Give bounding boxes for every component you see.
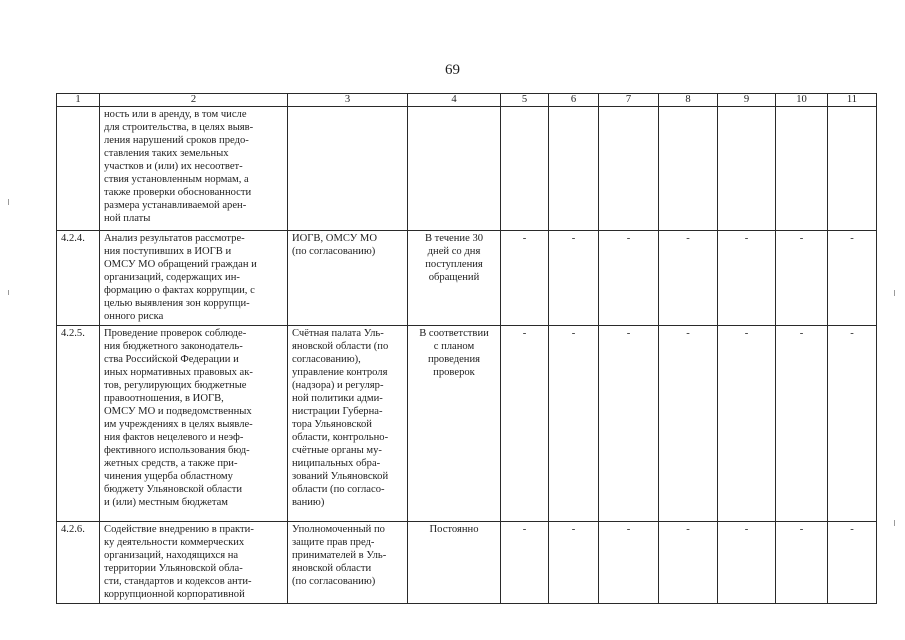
empty-cell [549, 107, 599, 231]
value-cell: - [828, 326, 877, 522]
page-number: 69 [445, 62, 460, 78]
description-cell-line: им учреждениях в целях выявле- [104, 419, 253, 430]
empty-cell [288, 107, 408, 231]
executor-cell [288, 326, 408, 522]
description-cell-line: территории Ульяновской обла- [104, 563, 243, 574]
description-cell-line: ния фактов нецелевого и неэф- [104, 432, 244, 443]
header-cell-9: 9 [718, 94, 776, 107]
value-cell: - [776, 231, 828, 326]
description-cell-line: ной платы [104, 213, 151, 224]
value-cell: - [501, 326, 549, 522]
value-cell: - [599, 326, 659, 522]
value-cell: - [659, 326, 718, 522]
header-cell-7: 7 [599, 94, 659, 107]
term-cell-line: проверок [433, 367, 475, 378]
empty-cell [718, 107, 776, 231]
executor-cell-line: яновской области (по [292, 341, 389, 352]
description-cell-line: для строительства, в целях выяв- [104, 122, 254, 133]
executor-cell-line: ИОГВ, ОМСУ МО [292, 233, 378, 244]
description-cell-line: бюджету Ульяновской области [104, 484, 243, 495]
description-cell-line: ность или в аренду, в том числе [104, 109, 247, 120]
value-cell: - [828, 231, 877, 326]
value-cell: - [776, 522, 828, 604]
header-row [57, 94, 877, 107]
description-cell [100, 107, 288, 231]
description-cell-line: ствия установленным нормам, а [104, 174, 249, 185]
scan-artifact [894, 520, 895, 526]
value-cell: - [599, 231, 659, 326]
executor-cell-line: (по согласованию) [292, 246, 376, 257]
executor-cell-line: (надзора) и регуляр- [292, 380, 384, 391]
value-cell: - [549, 522, 599, 604]
empty-cell [659, 107, 718, 231]
executor-cell-line: ванию) [292, 497, 325, 508]
table-row [57, 231, 877, 326]
description-cell-line: ку деятельности коммерческих [104, 537, 245, 548]
description-cell-line: Содействие внедрению в практи- [104, 524, 254, 535]
executor-cell-line: тора Ульяновской [292, 419, 372, 430]
term-cell [408, 522, 501, 604]
value-cell: - [718, 522, 776, 604]
term-cell [408, 326, 501, 522]
description-cell-line: жетных средств, а также при- [104, 458, 238, 469]
executor-cell-line: согласованию), [292, 354, 361, 365]
description-cell-line: участков и (или) их несоответ- [104, 161, 243, 172]
executor-cell [288, 231, 408, 326]
term-cell-line: обращений [428, 272, 480, 283]
term-cell [408, 231, 501, 326]
header-cell-4: 4 [408, 94, 501, 107]
description-cell-line: ОМСУ МО обращений граждан и [104, 259, 257, 270]
value-cell: - [549, 231, 599, 326]
description-cell-line: ОМСУ МО и подведомственных [104, 406, 252, 417]
term-cell-line: Постоянно [429, 524, 479, 535]
description-cell [100, 326, 288, 522]
executor-cell-line: области, контрольно- [292, 432, 389, 443]
scan-artifact [8, 290, 9, 295]
value-cell: - [828, 522, 877, 604]
value-cell: - [718, 231, 776, 326]
header-cell-6: 6 [549, 94, 599, 107]
executor-cell-line: Счётная палата Уль- [292, 328, 384, 339]
scan-artifact [8, 199, 9, 205]
description-cell-line: размера устанавливаемой арен- [104, 200, 247, 211]
value-cell: - [776, 326, 828, 522]
description-cell-line: ства Российской Федерации и [104, 354, 239, 365]
description-cell-line: ния поступивших в ИОГВ и [104, 246, 232, 257]
table-row [57, 522, 877, 604]
description-cell-line: Проведение проверок соблюде- [104, 328, 247, 339]
empty-cell [828, 107, 877, 231]
measures-table [56, 93, 877, 604]
executor-cell [288, 522, 408, 604]
executor-cell-line: ной политики адми- [292, 393, 383, 404]
executor-cell-line: защите прав пред- [292, 537, 375, 548]
description-cell-line: тов, регулирующих бюджетные [104, 380, 247, 391]
description-cell-line: организаций, находящихся на [104, 550, 239, 561]
row-number-cell: 4.2.5. [57, 326, 100, 522]
executor-cell-line: управление контроля [292, 367, 388, 378]
header-cell-8: 8 [659, 94, 718, 107]
executor-cell-line: нистрации Губерна- [292, 406, 383, 417]
executor-cell-line: (по согласованию) [292, 576, 376, 587]
description-cell [100, 231, 288, 326]
term-cell-line: дней со дня [427, 246, 481, 257]
description-cell-line: ния бюджетного законодатель- [104, 341, 243, 352]
value-cell: - [549, 326, 599, 522]
term-cell-line: с планом [433, 341, 475, 352]
term-cell-line: проведения [427, 354, 481, 365]
description-cell-line: коррупционной корпоративной [104, 589, 245, 600]
description-cell-line: Анализ результатов рассмотре- [104, 233, 245, 244]
description-cell [100, 522, 288, 604]
description-cell-line: правоотношения, в ИОГВ, [104, 393, 224, 404]
description-cell-line: организаций, содержащих ин- [104, 272, 240, 283]
value-cell: - [501, 522, 549, 604]
description-cell-line: сти, стандартов и кодексов анти- [104, 576, 252, 587]
empty-cell [599, 107, 659, 231]
description-cell-line: ставления таких земельных [104, 148, 229, 159]
executor-cell-line: счётные органы му- [292, 445, 382, 456]
description-cell-line: иных нормативных правовых ак- [104, 367, 253, 378]
description-cell-line: и (или) местным бюджетам [104, 497, 228, 508]
header-cell-5: 5 [501, 94, 549, 107]
description-cell-line: ления нарушений сроков предо- [104, 135, 249, 146]
header-cell-10: 10 [776, 94, 828, 107]
value-cell: - [659, 522, 718, 604]
term-cell-line: В течение 30 [424, 233, 484, 244]
header-cell-1: 1 [57, 94, 100, 107]
empty-cell [776, 107, 828, 231]
value-cell: - [599, 522, 659, 604]
row-number-cell: 4.2.6. [57, 522, 100, 604]
value-cell: - [718, 326, 776, 522]
description-cell-line: онного риска [104, 311, 164, 322]
executor-cell-line: ниципальных обра- [292, 458, 381, 469]
scan-artifact [894, 290, 895, 296]
executor-cell-line: яновской области [292, 563, 372, 574]
term-cell-line: В соответствии [419, 328, 489, 339]
empty-cell [501, 107, 549, 231]
empty-cell [408, 107, 501, 231]
description-cell-line: чинения ущерба областному [104, 471, 233, 482]
value-cell: - [659, 231, 718, 326]
executor-cell-line: принимателей в Уль- [292, 550, 387, 561]
value-cell: - [501, 231, 549, 326]
description-cell-line: целью выявления зон коррупци- [104, 298, 250, 309]
table-row [57, 326, 877, 522]
table-row [57, 107, 877, 231]
executor-cell-line: Уполномоченный по [292, 524, 385, 535]
header-cell-11: 11 [828, 94, 877, 107]
description-cell-line: также проверки обоснованности [104, 187, 252, 198]
header-cell-2: 2 [100, 94, 288, 107]
description-cell-line: фективного использования бюд- [104, 445, 250, 456]
executor-cell-line: зований Ульяновской [292, 471, 389, 482]
term-cell-line: поступления [425, 259, 483, 270]
row-number-cell: 4.2.4. [57, 231, 100, 326]
executor-cell-line: области (по согласо- [292, 484, 385, 495]
description-cell-line: формацию о фактах коррупции, с [104, 285, 255, 296]
header-cell-3: 3 [288, 94, 408, 107]
row-number-cell [57, 107, 100, 231]
